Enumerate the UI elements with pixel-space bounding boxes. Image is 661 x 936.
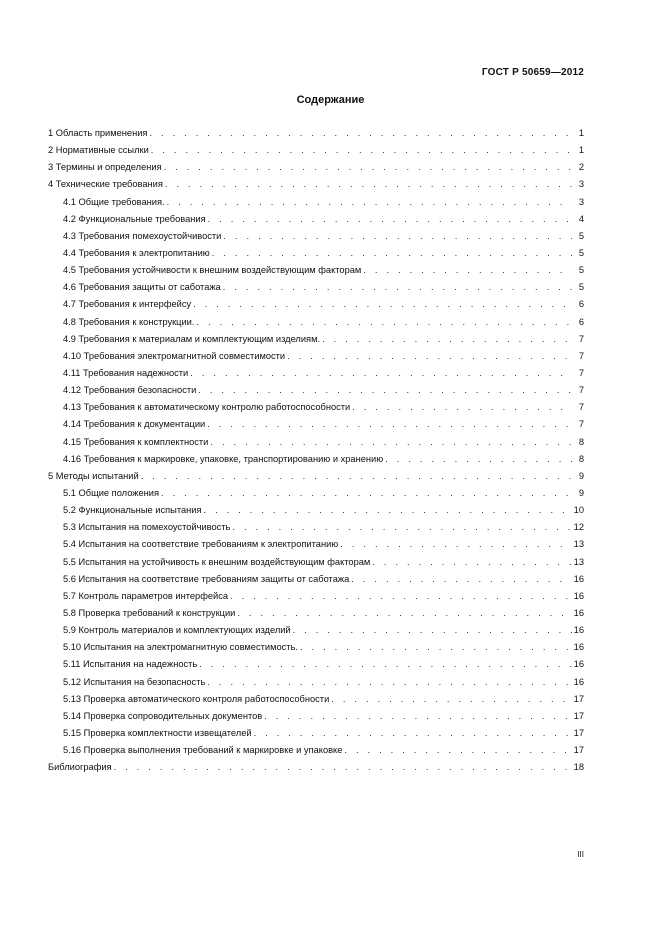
toc-entry-title: 5.12 Испытания на безопасность (63, 676, 206, 687)
toc-entry[interactable] (48, 691, 584, 708)
toc-entry[interactable] (48, 365, 584, 382)
toc-entry-title: 5.13 Проверка автоматического контроля работоспособности (63, 693, 330, 704)
toc-leader-dots (190, 365, 572, 382)
toc-leader-dots (199, 656, 571, 673)
document-code: ГОСТ Р 50659—2012 (481, 67, 584, 78)
toc-entry-title: 4.10 Требования электромагнитной совместимости (63, 350, 286, 361)
toc-entry-title: 4.8 Требования к конструкции. (63, 316, 195, 327)
toc-entry[interactable] (48, 708, 584, 725)
toc-leader-dots (207, 674, 571, 691)
toc-entry[interactable] (48, 588, 584, 605)
toc-leader-dots (230, 588, 572, 605)
toc-entry-page: 4 (578, 213, 584, 224)
toc-leader-dots (223, 279, 572, 296)
toc-entry-title: 4.6 Требования защиты от саботажа (63, 282, 221, 293)
toc-entry-title: 5.1 Общие положения (63, 487, 160, 498)
toc-entry-title: 5.6 Испытания на соответствие требованиям защиты от саботажа (63, 573, 350, 584)
toc-entry-page: 3 (578, 179, 584, 190)
toc-leader-dots (204, 502, 572, 519)
toc-entry-page: 5 (578, 265, 584, 276)
toc-entry-page: 1 (578, 145, 584, 156)
toc-leader-dots (207, 416, 572, 433)
toc-entry[interactable] (48, 159, 584, 176)
toc-entry-title: 4.1 Общие требования. (63, 196, 165, 207)
toc-entry-title: 5 Методы испытаний (48, 470, 139, 481)
toc-entry-title: 5.2 Функциональные испытания (63, 505, 202, 516)
toc-entry[interactable] (48, 194, 584, 211)
toc-leader-dots (322, 331, 572, 348)
toc-entry[interactable] (48, 605, 584, 622)
toc-leader-dots (208, 211, 572, 228)
toc-entry-title: 5.9 Контроль материалов и комплектующих изделий (63, 625, 291, 636)
toc-leader-dots (300, 639, 572, 656)
toc-leader-dots (196, 314, 572, 331)
toc-entry[interactable] (48, 399, 584, 416)
page-number: III (577, 850, 584, 859)
toc-entry-page: 17 (573, 745, 584, 756)
toc-entry-page: 3 (578, 196, 584, 207)
toc-entry[interactable] (48, 211, 584, 228)
toc-entry-title: 5.14 Проверка сопроводительных документов (63, 710, 263, 721)
toc-entry[interactable] (48, 639, 584, 656)
toc-entry[interactable] (48, 674, 584, 691)
toc-leader-dots (151, 142, 572, 159)
toc-entry-page: 7 (578, 350, 584, 361)
table-of-contents (48, 125, 584, 776)
toc-entry-title: 5.7 Контроль параметров интерфейса (63, 590, 229, 601)
toc-leader-dots (237, 605, 571, 622)
toc-leader-dots (165, 176, 572, 193)
toc-entry-title: 5.10 Испытания на электромагнитную совместимость. (63, 642, 298, 653)
toc-entry[interactable] (48, 656, 584, 673)
toc-entry-title: 4 Технические требования (48, 179, 163, 190)
toc-leader-dots (293, 622, 572, 639)
toc-entry-title: 1 Область применения (48, 128, 148, 138)
toc-entry[interactable] (48, 416, 584, 433)
toc-entry-page: 16 (573, 590, 584, 601)
toc-entry-page: 16 (573, 573, 584, 584)
toc-entry-page: 12 (573, 522, 584, 533)
toc-leader-dots (210, 434, 572, 451)
toc-leader-dots (198, 382, 572, 399)
toc-entry[interactable] (48, 262, 584, 279)
toc-entry-page: 9 (578, 470, 584, 481)
toc-entry-page: 13 (573, 539, 584, 550)
toc-entry-page: 5 (578, 282, 584, 293)
toc-entry-page: 18 (573, 762, 584, 773)
toc-entry-page: 2 (578, 162, 584, 173)
toc-leader-dots (167, 194, 572, 211)
toc-leader-dots (254, 725, 572, 742)
toc-leader-dots (232, 519, 571, 536)
toc-leader-dots (352, 399, 572, 416)
toc-entry-title: 4.5 Требования устойчивости к внешним воздействующим факторам (63, 265, 362, 276)
toc-entry-page: 7 (578, 367, 584, 378)
toc-entry-page: 17 (573, 693, 584, 704)
toc-entry-page: 17 (573, 727, 584, 738)
toc-entry-page: 1 (578, 128, 584, 138)
toc-entry-title: 4.14 Требования к документации (63, 419, 206, 430)
toc-entry[interactable] (48, 759, 584, 776)
toc-entry[interactable] (48, 536, 584, 553)
toc-entry-title: 5.11 Испытания на надежность (63, 659, 198, 670)
toc-entry-title: 5.8 Проверка требований к конструкции (63, 607, 236, 618)
toc-leader-dots (161, 485, 572, 502)
toc-entry[interactable] (48, 519, 584, 536)
toc-entry-page: 16 (573, 625, 584, 636)
toc-entry-title: 5.15 Проверка комплектности извещателей (63, 727, 252, 738)
toc-entry[interactable] (48, 554, 584, 571)
toc-entry-title: 5.16 Проверка выполнения требований к маркировке и упаковке (63, 745, 343, 756)
toc-entry-page: 6 (578, 316, 584, 327)
toc-leader-dots (264, 708, 571, 725)
toc-entry-page: 6 (578, 299, 584, 310)
toc-leader-dots (141, 468, 572, 485)
toc-entry[interactable] (48, 742, 584, 759)
toc-entry-page: 8 (578, 436, 584, 447)
toc-entry[interactable] (48, 331, 584, 348)
toc-entry-page: 17 (573, 710, 584, 721)
toc-entry[interactable] (48, 176, 584, 193)
toc-entry[interactable] (48, 622, 584, 639)
toc-entry[interactable] (48, 314, 584, 331)
toc-leader-dots (344, 742, 571, 759)
toc-entry[interactable] (48, 725, 584, 742)
toc-entry[interactable] (48, 279, 584, 296)
toc-entry-page: 10 (573, 505, 584, 516)
toc-entry[interactable] (48, 468, 584, 485)
toc-entry[interactable] (48, 348, 584, 365)
toc-entry-page: 7 (578, 385, 584, 396)
toc-entry-title: 4.4 Требования к электропитанию (63, 247, 210, 258)
toc-leader-dots (212, 245, 572, 262)
toc-entry[interactable] (48, 228, 584, 245)
toc-entry-page: 5 (578, 230, 584, 241)
toc-entry[interactable] (48, 125, 584, 142)
toc-leader-dots (223, 228, 572, 245)
toc-entry[interactable] (48, 382, 584, 399)
toc-entry-title: 4.9 Требования к материалам и комплектующим изделиям. (63, 333, 321, 344)
toc-entry-page: 16 (573, 607, 584, 618)
toc-entry[interactable] (48, 434, 584, 451)
toc-leader-dots (372, 554, 571, 571)
toc-entry-title: 3 Термины и определения (48, 162, 162, 173)
toc-entry[interactable] (48, 296, 584, 313)
toc-leader-dots (385, 451, 572, 468)
toc-entry[interactable] (48, 485, 584, 502)
toc-entry-page: 7 (578, 333, 584, 344)
toc-entry-page: 16 (573, 642, 584, 653)
toc-entry-title: 5.4 Испытания на соответствие требованиям к электропитанию (63, 539, 339, 550)
toc-entry-title: 5.5 Испытания на устойчивость к внешним воздействующим факторам (63, 556, 371, 567)
toc-entry[interactable] (48, 502, 584, 519)
toc-entry-page: 13 (573, 556, 584, 567)
toc-entry-title: 4.2 Функциональные требования (63, 213, 206, 224)
toc-entry-title: 2 Нормативные ссылки (48, 145, 149, 156)
toc-entry-title: 4.15 Требования к комплектности (63, 436, 209, 447)
toc-entry-page: 8 (578, 453, 584, 464)
toc-entry[interactable] (48, 142, 584, 159)
toc-entry-page: 16 (573, 659, 584, 670)
toc-entry-title: 4.12 Требования безопасности (63, 385, 197, 396)
toc-entry-page: 5 (578, 247, 584, 258)
toc-entry-page: 7 (578, 402, 584, 413)
toc-leader-dots (149, 125, 572, 142)
toc-entry[interactable] (48, 571, 584, 588)
toc-leader-dots (340, 536, 571, 553)
toc-entry-title: 4.3 Требования помехоустойчивости (63, 230, 222, 241)
toc-entry-title: 4.16 Требования к маркировке, упаковке, транспортированию и хранению (63, 453, 384, 464)
toc-entry-page: 9 (578, 487, 584, 498)
toc-leader-dots (164, 159, 572, 176)
toc-leader-dots (287, 348, 572, 365)
toc-entry-title: 4.11 Требования надежности (63, 367, 189, 378)
toc-leader-dots (193, 296, 572, 313)
toc-entry-title: 4.7 Требования к интерфейсу (63, 299, 192, 310)
toc-entry[interactable] (48, 245, 584, 262)
toc-entry-title: Библиография (48, 762, 112, 773)
toc-entry-page: 7 (578, 419, 584, 430)
toc-entry-title: 5.3 Испытания на помехоустойчивость (63, 522, 231, 533)
toc-leader-dots (363, 262, 572, 279)
toc-entry-title: 4.13 Требования к автоматическому контролю работоспособности (63, 402, 351, 413)
toc-leader-dots (114, 759, 572, 776)
toc-leader-dots (331, 691, 571, 708)
toc-entry[interactable] (48, 451, 584, 468)
toc-title: Содержание (296, 94, 365, 106)
toc-leader-dots (351, 571, 571, 588)
toc-entry-page: 16 (573, 676, 584, 687)
